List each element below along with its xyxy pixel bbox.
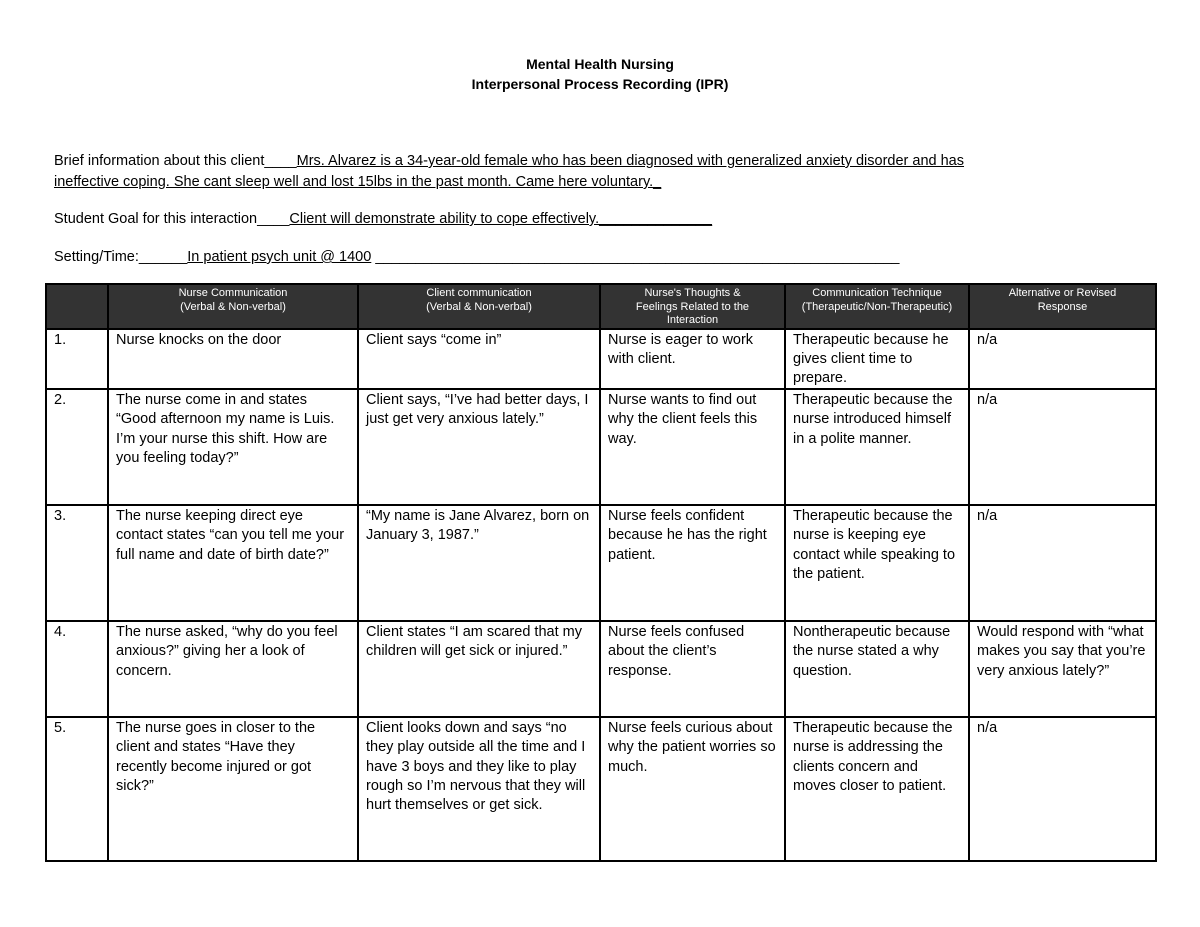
client-communication-cell: Client says “come in” [358, 329, 600, 390]
row-number: 2. [46, 389, 108, 505]
header-communication-technique-text: Communication Technique (Therapeutic/Non-Therapeutic) [801, 287, 953, 313]
technique-cell: Nontherapeutic because the nurse stated a why question. [785, 621, 969, 717]
table-row [46, 389, 1156, 505]
brief-info-value-line-2: ineffective coping. She cant sleep well and lost 15lbs in the past month. Came here voluntary._ [54, 174, 662, 190]
nurse-communication-cell: Nurse knocks on the door [108, 329, 358, 390]
setting-time-trail: _________________________________________________________________ [371, 249, 900, 265]
header-client-communication [358, 284, 600, 329]
row-number: 4. [46, 621, 108, 717]
nurse-communication-cell: The nurse keeping direct eye contact states “can you tell me your full name and date of birth date?” [108, 505, 358, 621]
header-communication-technique [785, 284, 969, 329]
header-nurse-thoughts [600, 284, 785, 329]
table-row [46, 329, 1156, 390]
header-nurse-communication [108, 284, 358, 329]
document-subtitle: Interpersonal Process Recording (IPR) [471, 76, 729, 92]
table-row [46, 505, 1156, 621]
row-number: 5. [46, 717, 108, 861]
setting-time-blank: ______ [138, 249, 188, 265]
client-communication-cell: Client looks down and says “no they play outside all the time and I have 3 boys and they like to play rough so I’m nervous that they will hurt themselves or get sick. [358, 717, 600, 861]
nurse-communication-cell: The nurse goes in closer to the client and states “Have they recently become injured or got sick?” [108, 717, 358, 861]
nurse-thoughts-cell: Nurse feels confident because he has the right patient. [600, 505, 785, 621]
table-row [46, 717, 1156, 861]
client-communication-cell: Client states “I am scared that my children will get sick or injured.” [358, 621, 600, 717]
setting-time-line [54, 247, 900, 267]
row-number: 3. [46, 505, 108, 621]
alternative-response-cell: n/a [969, 505, 1156, 621]
nurse-communication-cell: The nurse come in and states “Good afternoon my name is Luis. I’m your nurse this shift. How are you feeling today?” [108, 389, 358, 505]
setting-time-value: In patient psych unit @ 1400 [187, 249, 372, 265]
header-client-communication-text: Client communication (Verbal & Non-verbal) [426, 287, 532, 313]
student-goal-value: Client will demonstrate ability to cope effectively.______________ [289, 211, 713, 227]
alternative-response-cell: n/a [969, 389, 1156, 505]
alternative-response-cell: n/a [969, 717, 1156, 861]
technique-cell: Therapeutic because the nurse introduced himself in a polite manner. [785, 389, 969, 505]
row-number: 1. [46, 329, 108, 390]
student-goal-blank: ____ [257, 211, 290, 227]
nurse-thoughts-cell: Nurse is eager to work with client. [600, 329, 785, 390]
table-row [46, 621, 1156, 717]
alternative-response-cell: n/a [969, 329, 1156, 390]
header-alternative-response-text: Alternative or Revised Response [1008, 287, 1117, 313]
brief-info-blank: ____ [264, 153, 297, 169]
brief-info-value-line-1: Mrs. Alvarez is a 34-year-old female who has been diagnosed with generalized anxiety disorder and has [296, 153, 965, 169]
header-nurse-communication-text: Nurse Communication (Verbal & Non-verbal) [178, 287, 288, 313]
brief-info-label: Brief information about this client [54, 153, 265, 169]
client-communication-cell: Client says, “I’ve had better days, I just get very anxious lately.” [358, 389, 600, 505]
alternative-response-cell: Would respond with “what makes you say that you’re very anxious lately?” [969, 621, 1156, 717]
student-goal-label: Student Goal for this interaction [54, 211, 258, 227]
brief-info-line-2 [54, 172, 661, 192]
header-nurse-thoughts-text: Nurse's Thoughts & Feelings Related to the Interaction [635, 287, 750, 326]
technique-cell: Therapeutic because the nurse is addressing the clients concern and moves closer to patient. [785, 717, 969, 861]
technique-cell: Therapeutic because the nurse is keeping eye contact while speaking to the patient. [785, 505, 969, 621]
technique-cell: Therapeutic because he gives client time to prepare. [785, 329, 969, 390]
header-number [46, 284, 108, 329]
table-header-row [46, 284, 1156, 329]
ipr-table [45, 283, 1157, 862]
nurse-thoughts-cell: Nurse feels curious about why the patient worries so much. [600, 717, 785, 861]
brief-info-line-1 [54, 151, 964, 171]
nurse-thoughts-cell: Nurse feels confused about the client’s response. [600, 621, 785, 717]
header-alternative-response [969, 284, 1156, 329]
nurse-thoughts-cell: Nurse wants to find out why the client feels this way. [600, 389, 785, 505]
student-goal-line [54, 209, 712, 229]
setting-time-label: Setting/Time: [54, 249, 139, 265]
document-title: Mental Health Nursing [526, 56, 674, 72]
nurse-communication-cell: The nurse asked, “why do you feel anxious?” giving her a look of concern. [108, 621, 358, 717]
client-communication-cell: “My name is Jane Alvarez, born on January 3, 1987.” [358, 505, 600, 621]
